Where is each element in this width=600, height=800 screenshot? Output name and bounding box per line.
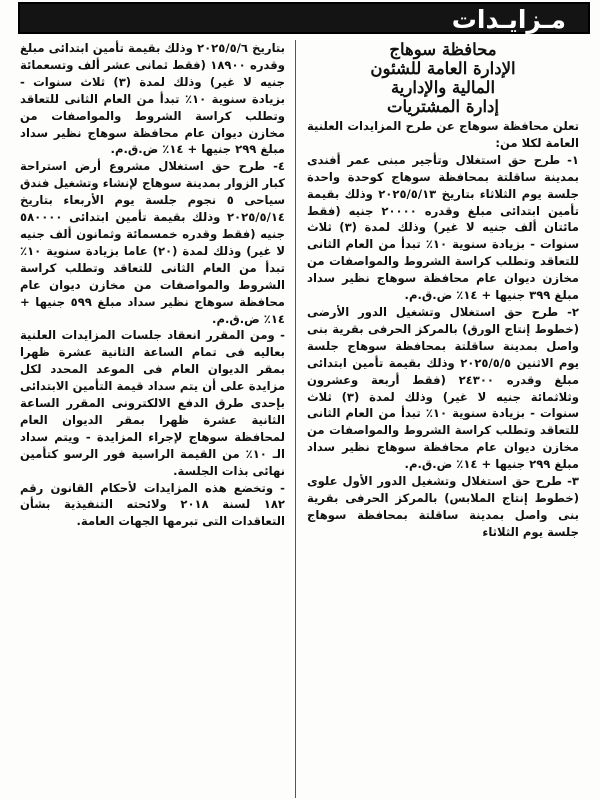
column-divider (295, 40, 296, 798)
heading-line-affairs: المالية والإدارية (390, 78, 496, 97)
banner-divider (18, 34, 590, 37)
heading-line-directorate: الإدارة العامة للشئون (370, 59, 516, 78)
item-2-paragraph: ٢- طرح حق استغلال وتشغيل الدور الأرضى (خطوط إنتاج الورق) بالمركز الحرفى بقرية بنى واصل بمدينة ساقلتة بمحافظة سوهاج جلسة يوم الاثنين ٢٠٢٥/٥/٥ وذلك بقيمة تأمين ابتدائى مبلغ وقدره ٢٤٣٠٠ (فقط أربعة وعشرون وثلاثمائة جنيه لا غير) وذلك لمدة (٣) ثلاث سنوات - بزيادة سنوية ١٠٪ تبدأ من العام الثانى للتعاقد وتطلب كراسة الشروط والمواصفات من مخازن ديوان عام محافظة سوهاج نظير سداد مبلغ ٢٩٩ جنيها + ١٤٪ ض.ق.م. (307, 304, 579, 472)
item-3-paragraph-continued: بتاريخ ٢٠٢٥/٥/٦ وذلك بقيمة تأمين ابتدائى مبلغ وقدره ١٨٩٠٠ (فقط ثمانى عشر ألف وتسعمائة جنيه لا غير) وذلك لمدة (٣) ثلاث سنوات - بزيادة سنوية ١٠٪ تبدأ من العام الثانى للتعاقد وتطلب كراسة الشروط والمواصفات من مخازن ديوان عام محافظة سوهاج نظير سداد مبلغ ٢٩٩ جنيها + ١٤٪ ض.ق.م. (20, 41, 285, 157)
item-4-paragraph: ٤- طرح حق استغلال مشروع أرض استراحة كبار الزوار بمدينة سوهاج لإنشاء وتشغيل فندق سياحى ٥ نجوم جلسة يوم الأربعاء بتاريخ ٢٠٢٥/٥/١٤ وذلك بقيمة تأمين ابتدائى ٥٨٠٠٠٠ جنيه (فقط وقدره خمسمائة وثمانون ألف جنيه لا غير) وذلك لمدة (٢٠) عاما بزيادة سنوية ١٠٪ تبدأ من العام الثانى للتعاقد وتطلب كراسة الشروط والمواصفات من مخازن ديوان عام محافظة سوهاج نظير سداد مبلغ ٥٩٩ جنيها + ١٤٪ ض.ق.م. (20, 159, 285, 326)
item-1-paragraph: ١- طرح حق استغلال وتأجير مبنى عمر أفندى بمدينة ساقلتة بمحافظة سوهاج كوحدة واحدة جلسة يوم الثلاثاء بتاريخ ٢٠٢٥/٥/١٣ وذلك بقيمة تأمين ابتدائى مبلغ وقدره ٢٠٠٠٠ جنيه (فقط مائتان ألف جنيه لا غير) وذلك لمدة (٣) ثلاث سنوات - بزيادة سنوية ١٠٪ تبدأ من العام الثانى للتعاقد وتطلب كراسة الشروط والمواصفات من مخازن ديوان عام محافظة سوهاج نظير سداد مبلغ ٣٩٩ جنيها + ١٤٪ ض.ق.م. (307, 152, 579, 303)
section-title: مـزايـدات (451, 5, 566, 34)
left-column (20, 40, 285, 798)
announcer-heading (307, 40, 579, 116)
item-3-paragraph-start: ٣- طرح حق استغلال وتشغيل الدور الأول علوى (خطوط إنتاج الملابس) بالمركز الحرفى بقرية بنى واصل بمدينة ساقلتة بمحافظة سوهاج جلسة يوم الثلاثاء (307, 474, 579, 539)
intro-paragraph: تعلن محافظة سوهاج عن طرح المزايدات العلنية العامة لكلا من: (307, 119, 579, 150)
section-banner (18, 2, 590, 34)
heading-line-procurement: إدارة المشتريات (387, 97, 499, 116)
heading-line-governorate: محافظة سوهاج (389, 40, 497, 59)
sessions-note-paragraph: - ومن المقرر انعقاد جلسات المزايدات العلنية بعاليه فى تمام الساعة الثانية عشرة ظهرا بمقر الديوان العام فى الموعد المحدد لكل مزايدة على أن يتم سداد قيمة التأمين الابتدائى بإحدى طرق الدفع الالكترونى المقرر الساعة الثانية عشرة ظهرا بمقر الديوان العام لمحافظة سوهاج لإجراء المزايدة - ويتم سداد الـ ١٠٪ من القيمة الراسية فور الرسو كتأمين نهائى بذات الجلسة. (20, 328, 285, 478)
right-column (307, 40, 579, 798)
legal-note-paragraph: - وتخضع هذه المزايدات لأحكام القانون رقم ١٨٢ لسنة ٢٠١٨ ولائحته التنفيذية بشأن التعاقدات التى تبرمها الجهات العامة. (20, 480, 285, 529)
